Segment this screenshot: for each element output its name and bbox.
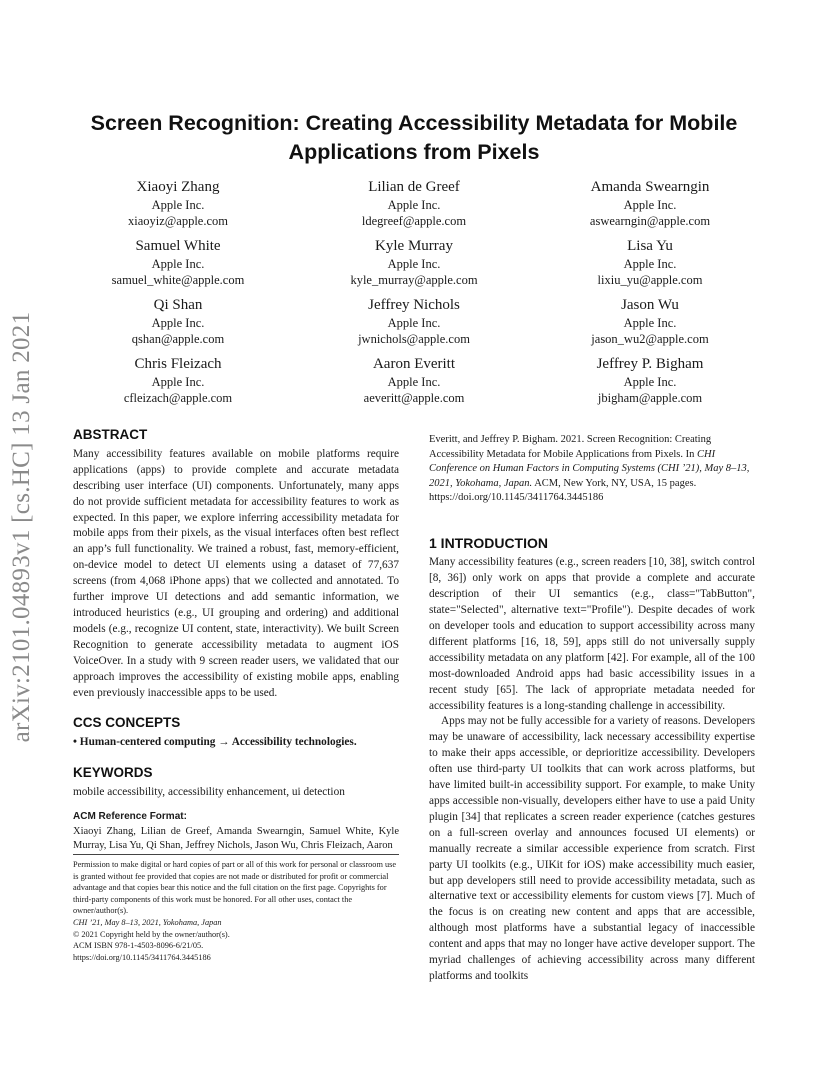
author-email: qshan@apple.com [131,332,225,346]
right-column [429,433,755,985]
author-affiliation: Apple Inc. [623,316,677,330]
author-name: Kyle Murray [375,238,453,254]
author-name: Aaron Everitt [372,356,456,372]
reference-text-a: Everitt, and Jeffrey P. Bigham. 2021. Screen Recognition: Creating Accessibility Metadata for Mobile Applications from Pixels. In [429,434,712,460]
left-column [73,427,399,854]
author-email: aswearngin@apple.com [589,214,711,228]
author-entry [532,355,768,406]
author-name: Samuel White [135,238,221,254]
paper-title: Screen Recognition: Creating Accessibility Metadata for Mobile Applications from Pixels [90,111,738,164]
ccs-text: • Human-centered computing → Accessibility technologies. [73,736,357,749]
author-email: samuel_white@apple.com [111,273,245,287]
author-name: Xiaoyi Zhang [136,179,220,195]
author-email: jwnichols@apple.com [358,332,470,346]
author-entry [60,237,296,288]
author-name: Lisa Yu [627,238,673,254]
reference-text-b: ACM, New York, NY, USA, 15 pages. https://doi.org/10.1145/3411764.3445186 [429,477,697,503]
reference-venue: CHI Conference on Human Factors in Computing Systems (CHI ’21), May 8–13, 2021, Yokohama, Japan. [429,448,750,489]
abstract-heading: ABSTRACT [73,427,148,442]
author-email: xiaoyiz@apple.com [127,214,229,228]
author-name: Amanda Swearngin [590,179,710,195]
author-entry [532,237,768,288]
author-entry [296,237,532,288]
reference-format-continued [429,433,755,506]
author-block [60,178,768,406]
author-name: Qi Shan [153,297,203,313]
introduction-heading: 1 INTRODUCTION [429,534,548,551]
author-affiliation: Apple Inc. [623,375,677,389]
permission-isbn: ACM ISBN 978-1-4503-8096-6/21/05. [73,941,204,951]
reference-format-text: Xiaoyi Zhang, Lilian de Greef, Amanda Swearngin, Samuel White, Kyle Murray, Lisa Yu, Qi Shan, Jeffrey Nichols, Jason Wu, Chris Fleizach, Aaron [73,825,399,852]
author-email: jason_wu2@apple.com [591,332,709,346]
permission-venue: CHI ’21, May 8–13, 2021, Yokohama, Japan [73,917,222,927]
keywords-heading: KEYWORDS [73,765,153,781]
permission-notice [73,854,399,963]
author-affiliation: Apple Inc. [623,257,677,271]
permission-text: Permission to make digital or hard copies of part or all of this work for personal or classroom use is granted without fee provided that copies are not made or distributed for profit or commercial advantage and that copies bear this notice and the full citation on the first page. Copyrights for third-party components of this work must be honored. For all other uses, contact the owner/author(s). [73,860,397,916]
author-entry [532,296,768,347]
keywords-text: mobile accessibility, accessibility enhancement, ui detection [73,786,345,799]
author-affiliation: Apple Inc. [151,257,205,271]
author-affiliation: Apple Inc. [387,257,441,271]
author-affiliation: Apple Inc. [387,198,441,212]
author-email: kyle_murray@apple.com [350,273,478,287]
author-name: Jeffrey Nichols [368,297,460,313]
author-entry [532,178,768,229]
author-entry [296,178,532,229]
introduction-paragraph-1: Many accessibility features (e.g., screen readers [10, 38], switch control [8, 36]) only work on apps that provide a complete and accurate description of their UI semantics (e.g., class="TabButton", state="Selected", alternative text="Profile"). Despite decades of work on developer tools and education to support accessibility across many different platforms [16, 18, 59], apps still do not universally supply accessibility metadata on any platform [42]. For example, all of the 100 most-downloaded Android apps had basic accessibility issues in a recent study [65]. The lack of appropriate metadata needed for accessibility features is a long-standing challenge in accessibility. [429,556,755,712]
author-name: Chris Fleizach [134,356,222,372]
author-affiliation: Apple Inc. [623,198,677,212]
ccs-heading: CCS CONCEPTS [73,715,181,731]
author-email: aeveritt@apple.com [363,391,465,405]
author-name: Jason Wu [621,297,679,313]
abstract-text: Many accessibility features available on mobile platforms require applications (apps) to provide complete and accurate metadata describing user interface (UI) components. Unfortunately, many apps do not provide sufficient metadata for accessibility features to work as expected. In this paper, we explore inferring accessibility metadata for mobile apps from their pixels, as the visual interfaces often best reflect an app’s full functionality. We trained a robust, fast, memory-efficient, on-device model to detect UI elements using a dataset of 77,637 screens (from 4,068 iPhone apps) that we collected and annotated. To further improve UI detections and add semantic information, we introduced heuristics (e.g., UI grouping and ordering) and additional models (e.g., recognize UI content, state, interactivity). We built Screen Recognition to generate accessibility metadata to augment iOS VoiceOver. In a study with 9 screen reader users, we validated that our approach improves the accessibility of existing mobile apps, enabling even previously inaccessible apps to be used. [73,447,399,699]
introduction-paragraph-2: Apps may not be fully accessible for a variety of reasons. Developers may be unaware of accessibility, lack necessary accessibility expertise to make their apps accessible, or deprioritize accessibility. Developers often use third-party UI toolkits that can work across platforms, but have limited built-in accessibility support. For example, to make Unity apps accessible non-visually, developers either have to use a paid Unity plugin [34] that replicates a screen reader experience (catches gestures on a full-screen overlay and announces focused UI elements) or manually recreate a similar accessible experience from scratch. First party UI toolkits (e.g., UIKit for iOS) make accessibility much easier, but app developers still need to provide accessibility metadata, such as alternative text or accessibility elements for custom views [7]. Much of the focus is on creating new content and apps that are accessible, although most platforms have a substantial legacy of inaccessible content and apps that may no longer have active developer support. The myriad challenges of achieving accessibility across many different platforms and toolkits [429,715,755,982]
permission-doi: https://doi.org/10.1145/3411764.3445186 [73,952,211,962]
reference-format-heading: ACM Reference Format: [73,811,187,823]
author-affiliation: Apple Inc. [387,375,441,389]
author-email: ldegreef@apple.com [361,214,467,228]
author-affiliation: Apple Inc. [151,316,205,330]
author-email: lixiu_yu@apple.com [597,273,703,287]
arxiv-stamp: arXiv:2101.04893v1 [cs.HC] 13 Jan 2021 [8,311,35,743]
author-email: jbigham@apple.com [597,391,703,405]
author-entry [60,296,296,347]
permission-copyright: © 2021 Copyright held by the owner/author(s). [73,929,230,939]
author-entry [60,355,296,406]
author-entry [60,178,296,229]
author-entry [296,355,532,406]
author-email: cfleizach@apple.com [123,391,233,405]
author-affiliation: Apple Inc. [151,375,205,389]
author-affiliation: Apple Inc. [387,316,441,330]
author-entry [296,296,532,347]
author-name: Jeffrey P. Bigham [596,356,704,372]
author-name: Lilian de Greef [368,179,460,195]
author-affiliation: Apple Inc. [151,198,205,212]
